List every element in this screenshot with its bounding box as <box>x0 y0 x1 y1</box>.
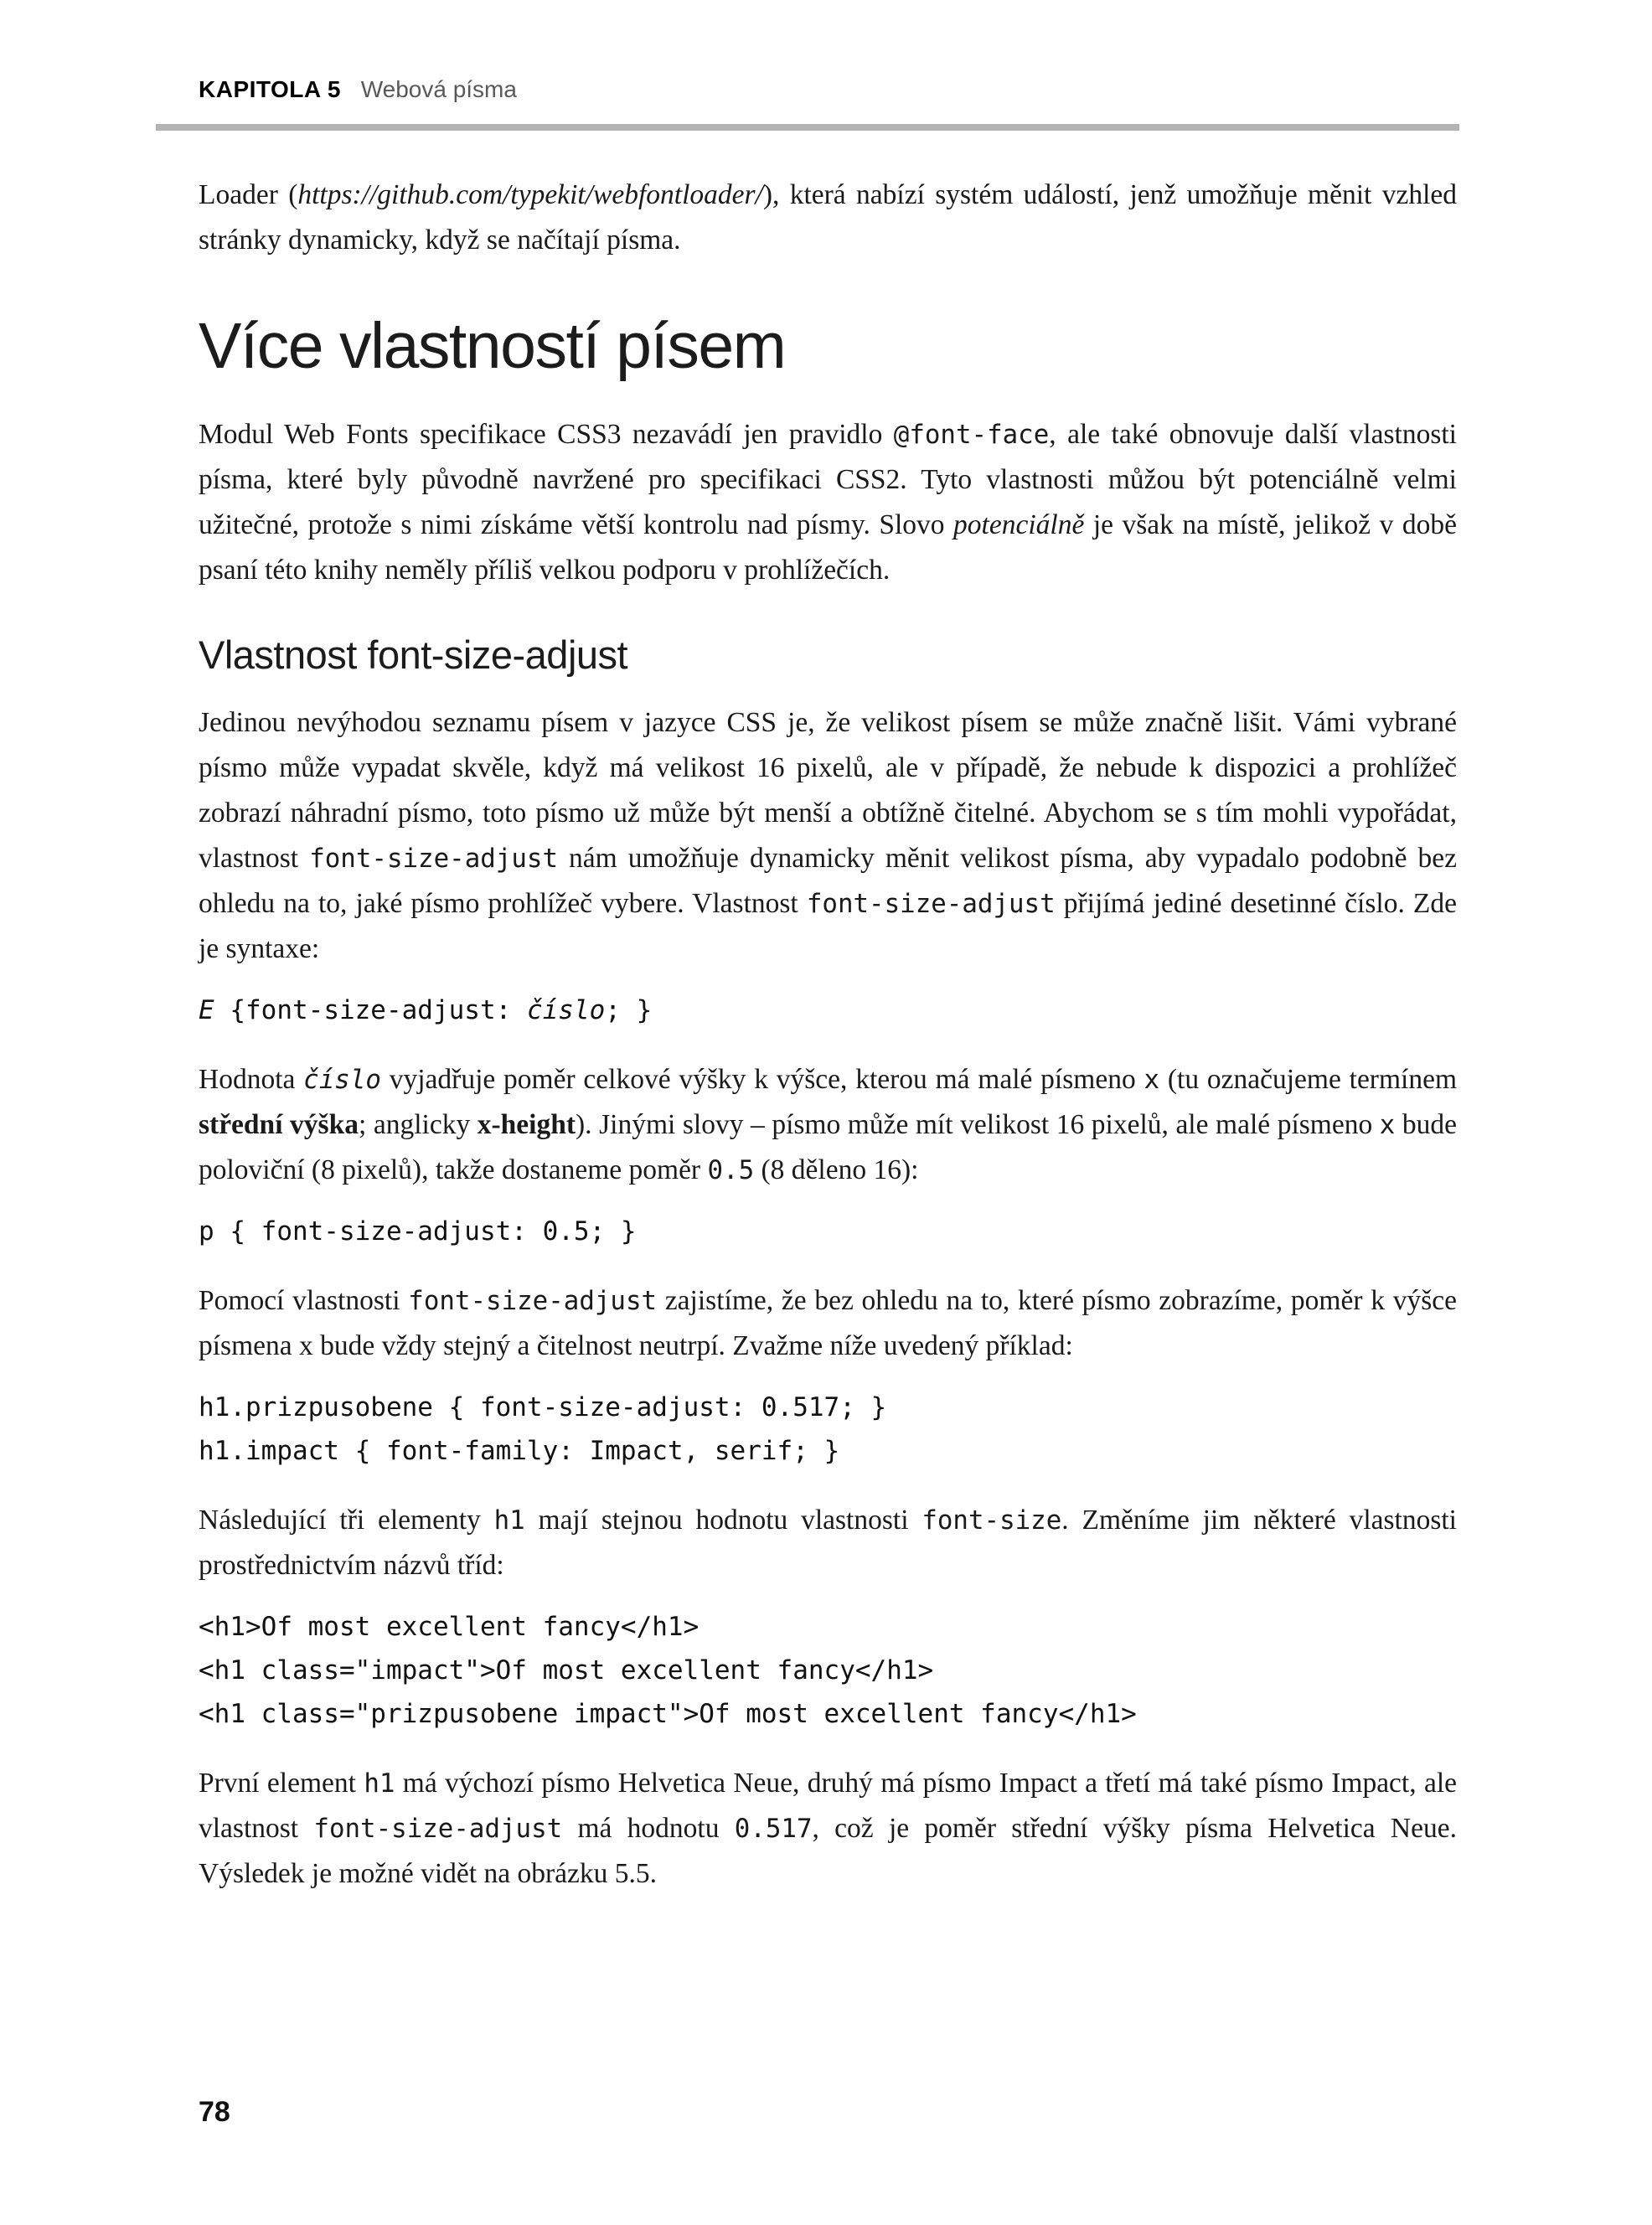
text-run: Pomocí vlastnosti <box>199 1285 409 1316</box>
text-run: Hodnota <box>199 1064 304 1095</box>
text-run: ), která nabízí systém událostí, jenž umožňuje měnit vzhled stránky dynamicky, když se načítají písma. <box>199 179 1457 256</box>
text-run: https://github.com/typekit/webfontloader/ <box>297 179 763 210</box>
text-run: střední výška <box>199 1109 359 1140</box>
text-run: Modul Web Fonts specifikace CSS3 nezavádí jen pravidlo <box>199 419 894 450</box>
text-run: x <box>1379 1110 1396 1140</box>
text-run: potenciálně <box>953 509 1085 540</box>
chapter-label: KAPITOLA 5 <box>199 76 341 102</box>
text-run: nám umožňuje dynamicky měnit velikost písma, aby vypadalo podobně bez ohledu na to, jaké písmo prohlížeč vybere. Vlastnost <box>199 843 1457 919</box>
text-run: <h1 class="prizpusobene impact">Of most excellent fancy</h1> <box>199 1699 1137 1729</box>
text-run: číslo <box>526 995 606 1025</box>
text-run: font-size-adjust <box>309 844 558 874</box>
code-block <box>199 1210 1457 1253</box>
paragraph <box>199 412 1457 593</box>
text-run: @font-face <box>893 420 1050 450</box>
text-run: font-size-adjust <box>806 889 1056 919</box>
content-blocks <box>199 173 1457 1897</box>
text-run: má hodnotu <box>562 1813 735 1844</box>
code-block <box>199 1605 1457 1736</box>
text-run: x-height <box>477 1109 576 1140</box>
text-run: Loader ( <box>199 179 298 210</box>
text-run: zajistíme, že bez ohledu na to, které písmo zobrazíme, poměr k výšce písmena x bude vždy stejný a čitelnost neutrpí. Zvažme níže uvedený příklad: <box>199 1285 1457 1361</box>
section-title: Více vlastností písem <box>199 310 786 382</box>
text-run: bude poloviční (8 pixelů), takže dostaneme poměr <box>199 1109 1458 1185</box>
chapter-title: Webová písma <box>360 76 517 102</box>
text-run: 0.5 <box>707 1155 755 1185</box>
text-run: p { font-size-adjust: 0.5; } <box>199 1216 637 1247</box>
text-run: h1 <box>493 1505 525 1536</box>
text-run: číslo <box>303 1065 381 1095</box>
text-run: je však na místě, jelikož v době psaní této knihy neměly příliš velkou podporu v prohlížečích. <box>199 509 1457 586</box>
running-head <box>199 75 1458 104</box>
text-run: h1 <box>364 1768 395 1799</box>
paragraph <box>199 173 1457 263</box>
text-run: mají stejnou hodnotu vlastnosti <box>524 1505 922 1536</box>
text-run: má výchozí písmo Helvetica Neue, druhý má písmo Impact a třetí má také písmo Impact, ale vlastnost <box>199 1768 1457 1844</box>
code-block <box>199 989 1457 1032</box>
text-run: vyjadřuje poměr celkové výšky k výšce, kterou má malé písmeno <box>380 1064 1144 1095</box>
text-run: První element <box>199 1768 364 1799</box>
text-run: ; anglicky <box>358 1109 478 1140</box>
page-number: 78 <box>199 2096 230 2128</box>
text-run: font-size <box>922 1505 1062 1536</box>
text-run: {font-size-adjust: <box>214 995 527 1025</box>
header-rule <box>156 124 1459 131</box>
paragraph <box>199 1057 1457 1193</box>
code-block <box>199 1386 1457 1473</box>
text-run: , ale také obnovuje další vlastnosti písma, které byly původně navržené pro specifikaci CSS2. Tyto vlastnosti můžou být potenciálně velmi užitečné, protože s nimi získáme větší kontrolu nad písmy. Slovo <box>199 419 1457 540</box>
subsection-title: Vlastnost font-size-adjust <box>199 632 628 677</box>
text-run: ). Jinými slovy – písmo může mít velikost 16 pixelů, ale malé písmeno <box>576 1109 1380 1140</box>
text-run: 0.517 <box>734 1814 813 1844</box>
paragraph <box>199 1278 1457 1369</box>
text-run: Následující tři elementy <box>199 1505 494 1536</box>
text-run: font-size-adjust <box>408 1286 658 1316</box>
text-run: , což je poměr střední výšky písma Helvetica Neue. Výsledek je možné vidět na obrázku 5.5. <box>199 1813 1457 1889</box>
text-run: (8 děleno 16): <box>754 1154 919 1185</box>
text-run: přijímá jediné desetinné číslo. Zde je syntaxe: <box>199 888 1458 964</box>
paragraph <box>199 700 1457 972</box>
text-run: . Změníme jim některé vlastnosti prostřednictvím názvů tříd: <box>199 1505 1457 1581</box>
page-content <box>199 173 1457 1905</box>
paragraph <box>199 1498 1457 1588</box>
text-run: Jedinou nevýhodou seznamu písem v jazyce CSS je, že velikost písem se může značně lišit. Vámi vybrané písmo může vypadat skvěle, když má velikost 16 pixelů, ale v případě, že nebude k dispozici a prohlížeč zobrazí náhradní písmo, toto písmo už může být menší a obtížně čitelné. Abychom se s tím mohli vypořádat, vlastnost <box>199 707 1457 874</box>
paragraph <box>199 1761 1457 1897</box>
text-run: <h1 class="impact">Of most excellent fancy</h1> <box>199 1655 934 1686</box>
text-run: ; } <box>605 995 653 1025</box>
text-run: (tu označujeme termínem <box>1159 1064 1458 1095</box>
text-run: <h1>Of most excellent fancy</h1> <box>199 1612 700 1642</box>
text-run: x <box>1143 1065 1160 1095</box>
text-run: font-size-adjust <box>313 1814 563 1844</box>
text-run: h1.prizpusobene { font-size-adjust: 0.517; } <box>199 1392 887 1422</box>
text-run: h1.impact { font-family: Impact, serif; } <box>199 1436 840 1466</box>
text-run: E <box>199 995 214 1025</box>
